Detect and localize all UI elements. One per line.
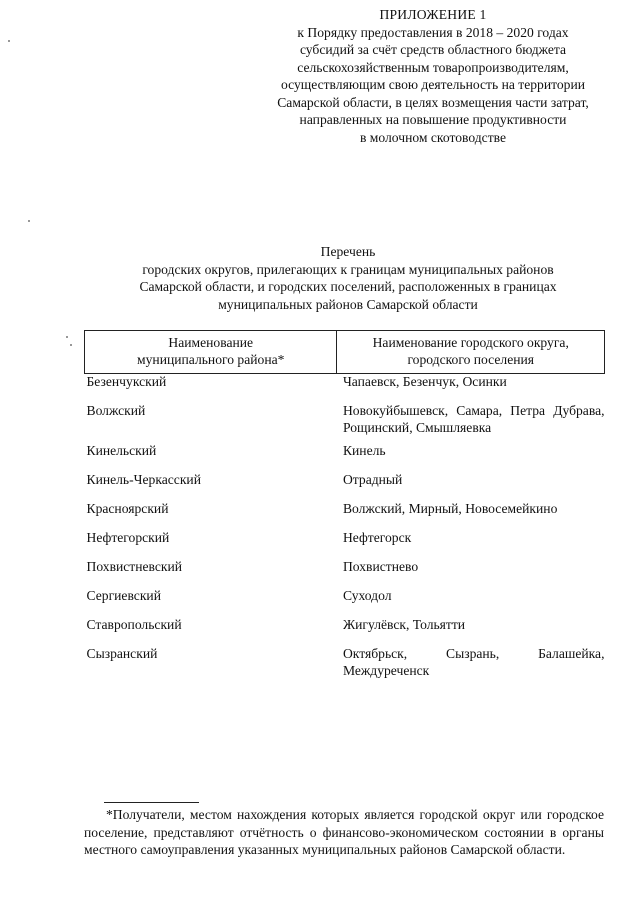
table-row (85, 617, 605, 646)
cities-cell: Отрадный (342, 472, 403, 487)
title-line: Самарской области, и городских поселений, расположенных в границах (139, 279, 557, 294)
footnote-separator (104, 802, 199, 803)
district-cell: Кинель-Черкасский (86, 472, 201, 487)
appendix-line: сельскохозяйственным товаропроизводителям, (297, 59, 569, 75)
appendix-line: в молочном скотоводстве (359, 129, 507, 145)
appendix-line: Самарской области, в целях возмещения части затрат, (277, 94, 589, 110)
table-row (85, 559, 605, 588)
title-heading: Перечень (320, 244, 376, 259)
cities-cell: Жигулёвск, Тольятти (342, 617, 466, 632)
header-district: Наименование муниципального района* (85, 331, 337, 374)
district-cell: Красноярский (86, 501, 169, 516)
table-row (85, 374, 605, 404)
appendix-line: субсидий за счёт средств областного бюджета (299, 42, 567, 57)
cities-cell: Чапаевск, Безенчук, Осинки (342, 374, 507, 389)
cities-cell: Похвистнево (342, 559, 419, 574)
table-row (85, 530, 605, 559)
cities-cell: Нефтегорск (342, 530, 412, 545)
footnote: *Получатели, местом нахождения которых является городской округ или городское поселение, представляют отчётность о финансово-экономическом состоянии в органы местного самоуправления указанных муниципальных районов Самарской области. (84, 807, 604, 857)
district-cell: Похвистневский (86, 559, 183, 574)
scan-speck (8, 40, 10, 42)
table-row (85, 501, 605, 530)
table-row (85, 443, 605, 472)
district-cell: Безенчукский (86, 374, 167, 389)
appendix-line: к Порядку предоставления в 2018 – 2020 годах (297, 24, 569, 40)
district-cell: Ставропольский (86, 617, 182, 632)
district-cell: Сергиевский (86, 588, 161, 603)
table-row (85, 472, 605, 501)
appendix-title: ПРИЛОЖЕНИЕ 1 (379, 7, 487, 22)
header-cities: Наименование городского округа, городского поселения (337, 331, 605, 374)
document-title (60, 243, 636, 313)
cities-cell: Октябрьск, Сызрань, Балашейка, Междуреченск (342, 646, 605, 678)
district-cell: Кинельский (86, 443, 157, 458)
cities-cell: Новокуйбышевск, Самара, Петра Дубрава, Рощинский, Смышляевка (342, 403, 605, 435)
district-cell: Нефтегорский (86, 530, 170, 545)
cities-cell: Суходол (342, 588, 392, 603)
scan-speck (70, 344, 72, 346)
table-header-row (85, 331, 605, 374)
table-row (85, 588, 605, 617)
district-cell: Волжский (86, 403, 146, 418)
appendix-line: направленных на повышение продуктивности (299, 112, 567, 127)
cities-cell: Волжский, Мирный, Новосемейкино (342, 501, 558, 516)
cities-cell: Кинель (342, 443, 386, 458)
scan-speck (28, 220, 30, 222)
table-row (85, 403, 605, 443)
scan-speck (66, 336, 68, 338)
appendix-header (238, 6, 628, 146)
table-row (85, 646, 605, 686)
district-cell: Сызранский (86, 646, 158, 661)
title-line: городских округов, прилегающих к границам муниципальных районов (142, 261, 554, 277)
appendix-line: осуществляющим свою деятельность на территории (280, 77, 586, 92)
title-line: муниципальных районов Самарской области (218, 296, 478, 312)
districts-table (84, 330, 605, 686)
